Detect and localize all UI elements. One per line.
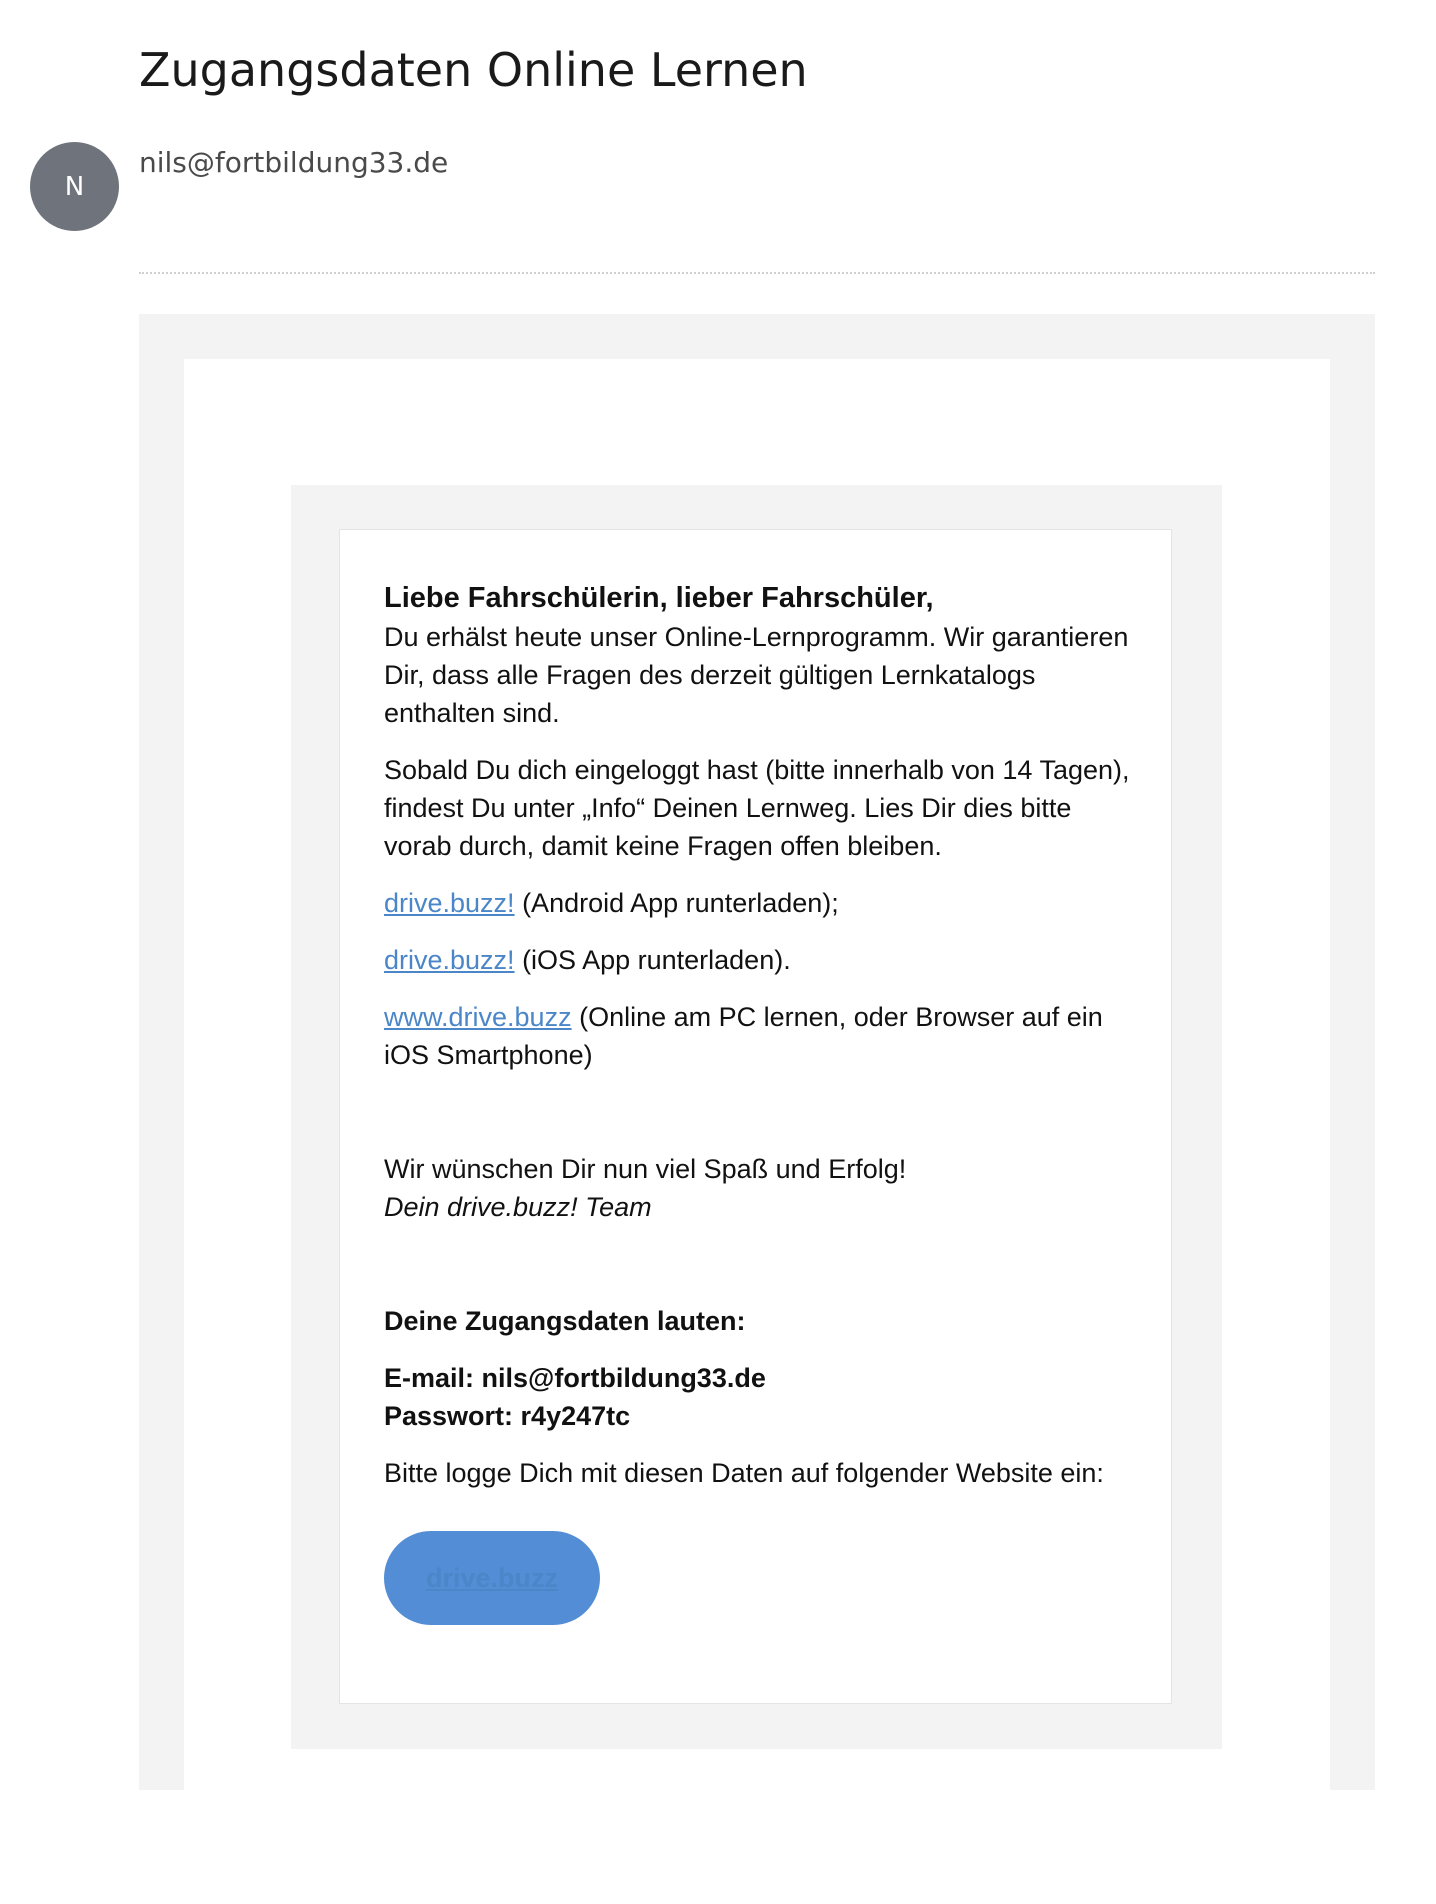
ios-link-suffix: (iOS App runterladen). xyxy=(514,945,791,975)
message-frame xyxy=(291,485,1222,1749)
credentials-email: E-mail: nils@fortbildung33.de xyxy=(384,1363,766,1393)
login-prompt: Bitte logge Dich mit diesen Daten auf folgender Website ein: xyxy=(384,1458,1104,1488)
drive-buzz-button[interactable]: drive.buzz xyxy=(384,1531,600,1625)
spacer xyxy=(384,1093,1144,1150)
wish-text: Wir wünschen Dir nun viel Spaß und Erfolg! xyxy=(384,1154,907,1184)
intro-text: Du erhälst heute unser Online-Lernprogramm. Wir garantieren Dir, dass alle Fragen des derzeit gültigen Lernkatalogs enthalten sind. xyxy=(384,622,1129,728)
web-link-line xyxy=(384,998,1144,1074)
sender-address[interactable]: nils@fortbildung33.de xyxy=(139,146,449,179)
web-link[interactable]: www.drive.buzz xyxy=(384,1002,572,1032)
ios-app-link[interactable]: drive.buzz! xyxy=(384,945,515,975)
ios-link-line xyxy=(384,941,1144,979)
credentials-block xyxy=(384,1359,1144,1435)
spacer xyxy=(384,1245,1144,1302)
email-body-frame xyxy=(139,314,1375,1790)
message-content xyxy=(384,578,1144,1625)
header-divider xyxy=(139,272,1375,274)
android-app-link[interactable]: drive.buzz! xyxy=(384,888,515,918)
closing-paragraph xyxy=(384,1150,1144,1226)
credentials-heading: Deine Zugangsdaten lauten: xyxy=(384,1306,746,1336)
android-link-line xyxy=(384,884,1144,922)
android-link-suffix: (Android App runterladen); xyxy=(514,888,839,918)
web-link-suffix: (Online am PC lernen, oder Browser auf ein iOS Smartphone) xyxy=(384,1002,1103,1070)
email-body-panel xyxy=(184,359,1330,1790)
intro-paragraph xyxy=(384,578,1144,732)
greeting: Liebe Fahrschülerin, lieber Fahrschüler, xyxy=(384,582,934,614)
email-subject: Zugangsdaten Online Lernen xyxy=(139,43,808,97)
message-card xyxy=(339,529,1172,1704)
credentials-password: Passwort: r4y247tc xyxy=(384,1401,631,1431)
sender-avatar: N xyxy=(30,142,119,231)
instructions-paragraph: Sobald Du dich eingeloggt hast (bitte innerhalb von 14 Tagen), findest Du unter „Info“ Deinen Lernweg. Lies Dir dies bitte vorab durch, damit keine Fragen offen bleiben. xyxy=(384,755,1130,861)
signature: Dein drive.buzz! Team xyxy=(384,1192,652,1222)
